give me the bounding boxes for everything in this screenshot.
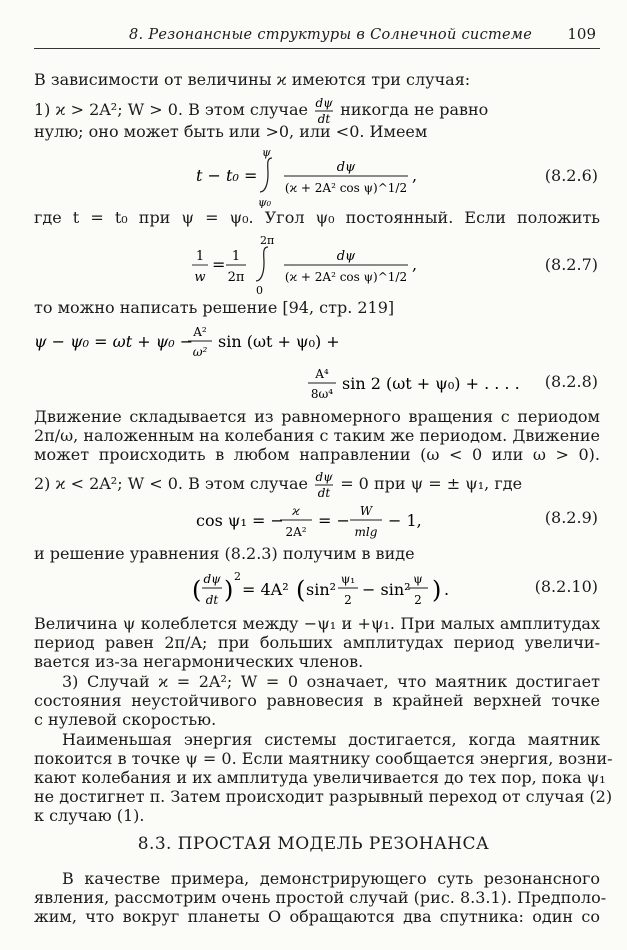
eq-8-2-10-num: dψ [203, 572, 221, 586]
eq-8-2-7-eq: = [212, 255, 226, 274]
eq-8-2-8-f1-num: A² [193, 325, 207, 339]
eq-8-2-10-f1-num: ψ₁ [340, 572, 356, 586]
eq-8-2-10-rpar: ) [224, 576, 234, 604]
equation-8-2-8-line-1 [34, 322, 454, 364]
eq-8-2-10-sq: 2 [234, 570, 241, 583]
eq-8-2-8-line2-b: sin 2 (ωt + ψ₀) + . . . . [342, 374, 520, 393]
eq-8-2-6-lower: ψ₀ [258, 196, 272, 208]
eq-8-2-10-tail: . [444, 580, 450, 599]
case-2-text-a: 2) ϰ < 2A²; W < 0. В этом случае [34, 474, 314, 493]
eq-8-2-7-denom: (ϰ + 2A² cos ψ)^1/2 [284, 270, 408, 284]
text-line: Наименьшая энергия системы достигается, когда маятник [62, 730, 600, 749]
eq-8-2-9-lhs: cos ψ₁ = − [196, 511, 284, 530]
eq-8-2-10-rpar2: ) [432, 576, 442, 604]
eq-8-2-6-lhs: t − t₀ = [196, 166, 258, 185]
inline-derivative-num: dψ [315, 470, 333, 484]
equation-8-2-9 [196, 500, 456, 544]
equation-number: (8.2.10) [534, 577, 598, 596]
eq-8-2-10-sin2a: sin² [306, 580, 337, 599]
eq-8-2-7-lhs-num: 1 [195, 249, 205, 264]
eq-8-2-10-mid: = 4A² [242, 580, 289, 599]
text-line: и решение уравнения (8.2.3) получим в виде [34, 544, 415, 563]
text-line: вается из-за негармонических членов. [34, 652, 364, 671]
eq-8-2-9-f2-den: mlg [354, 525, 378, 539]
eq-8-2-6-denom: (ϰ + 2A² cos ψ)^1/2 [284, 181, 408, 195]
eq-8-2-7-c-num: 1 [231, 249, 241, 264]
inline-derivative-num: dψ [315, 96, 333, 110]
equation-8-2-10 [192, 568, 482, 612]
eq-8-2-10-f1-den: 2 [344, 593, 352, 607]
eq-8-2-9-f2-num: W [359, 504, 373, 518]
eq-8-2-10-minus: − sin² [362, 580, 411, 599]
eq-8-2-10-f2-den: 2 [414, 593, 422, 607]
eq-8-2-7-lhs-den: w [194, 270, 206, 285]
text-line: где t = t₀ при ψ = ψ₀. Угол ψ₀ постоянный. Если положить [34, 208, 600, 227]
case-1-text-a: 1) ϰ > 2A²; W > 0. В этом случае [34, 100, 314, 119]
eq-8-2-8-f2-den: 8ω⁴ [310, 387, 334, 401]
integral-sign [256, 247, 268, 281]
equation-8-2-6 [196, 144, 516, 208]
eq-8-2-10-lpar2: ( [296, 576, 306, 604]
text-line: В зависимости от величины ϰ имеются три случая: [34, 70, 471, 89]
case-2-text-b: = 0 при ψ = ± ψ₁, где [340, 474, 523, 493]
case-1-text-b: никогда не равно [340, 100, 489, 119]
eq-8-2-9-f1-den: 2A² [285, 525, 307, 539]
eq-8-2-6-upper: ψ [262, 146, 271, 159]
eq-8-2-7-upper: 2π [260, 234, 275, 247]
eq-8-2-8-line1-a: ψ − ψ₀ = ωt + ψ₀ − [34, 332, 194, 351]
running-header [34, 24, 600, 49]
case-2-line [34, 470, 600, 500]
eq-8-2-10-lpar: ( [192, 576, 202, 604]
text-line: явления, рассмотрим очень простой случай (рис. 8.3.1). Предполо- [34, 888, 607, 907]
equation-number: (8.2.9) [544, 508, 598, 527]
eq-8-2-10-f2-num: ψ [413, 572, 423, 586]
eq-8-2-7-numer: dψ [336, 249, 356, 264]
inline-derivative [313, 470, 335, 500]
text-line: с нулевой скоростью. [34, 710, 217, 729]
equation-number: (8.2.7) [544, 255, 598, 274]
text-line: 3) Случай ϰ = 2A²; W = 0 означает, что маятник достигает [62, 672, 600, 691]
eq-8-2-9-f1-num: ϰ [292, 504, 300, 518]
text-line: покоится в точке ψ = 0. Если маятнику сообщается энергия, возни- [34, 749, 613, 768]
text-line: период равен 2π/A; при больших амплитудах период увеличи- [34, 633, 600, 652]
eq-8-2-7-tail: , [412, 255, 418, 274]
text-line: кают колебания и их амплитуда увеличивается до тех пор, пока ψ₁ [34, 768, 606, 787]
equation-number: (8.2.6) [544, 166, 598, 185]
eq-8-2-6-numer: dψ [336, 160, 356, 175]
integral-sign [260, 158, 272, 192]
eq-8-2-10-den: dt [205, 593, 219, 607]
eq-8-2-9-mid: = − [318, 511, 350, 530]
text-line: не достигнет π. Затем происходит разрывный переход от случая (2) [34, 787, 613, 806]
text-line: 2π/ω, наложенным на колебания с таким же периодом. Движение [34, 426, 600, 445]
equation-8-2-7 [190, 232, 510, 296]
eq-8-2-6-tail: , [412, 166, 418, 185]
running-title: 8. Резонансные структуры в Солнечной системе [129, 27, 533, 43]
text-line: Движение складывается из равномерного вращения с периодом [34, 407, 600, 426]
text-line: Величина ψ колеблется между −ψ₁ и +ψ₁. При малых амплитудах [34, 614, 600, 633]
inline-derivative-den: dt [317, 112, 331, 126]
equation-number: (8.2.8) [544, 372, 598, 391]
eq-8-2-9-tail: − 1, [388, 511, 422, 530]
eq-8-2-7-c-den: 2π [227, 270, 245, 285]
text-line: то можно написать решение [94, стр. 219] [34, 298, 395, 317]
eq-8-2-8-f1-den: ω² [192, 345, 208, 359]
text-line: нулю; оно может быть или >0, или <0. Имеем [34, 122, 428, 141]
eq-8-2-8-line1-b: sin (ωt + ψ₀) + [218, 332, 340, 351]
text-line: состояния неустойчивого равновесия в крайней верхней точке [34, 691, 600, 710]
text-line: В качестве примера, демонстрирующего суть резонансного [62, 869, 600, 888]
inline-derivative-den: dt [317, 486, 331, 500]
text-line: может происходить в любом направлении (ω < 0 или ω > 0). [34, 445, 600, 464]
eq-8-2-7-lower: 0 [256, 284, 263, 296]
section-heading: 8.3. ПРОСТАЯ МОДЕЛЬ РЕЗОНАНСА [137, 834, 490, 854]
text-line: к случаю (1). [34, 806, 145, 825]
text-line: жим, что вокруг планеты O обращаются два спутника: один со [34, 907, 600, 926]
page-number: 109 [567, 25, 596, 43]
equation-8-2-8-line-2 [306, 364, 536, 406]
eq-8-2-8-f2-num: A⁴ [315, 367, 329, 381]
